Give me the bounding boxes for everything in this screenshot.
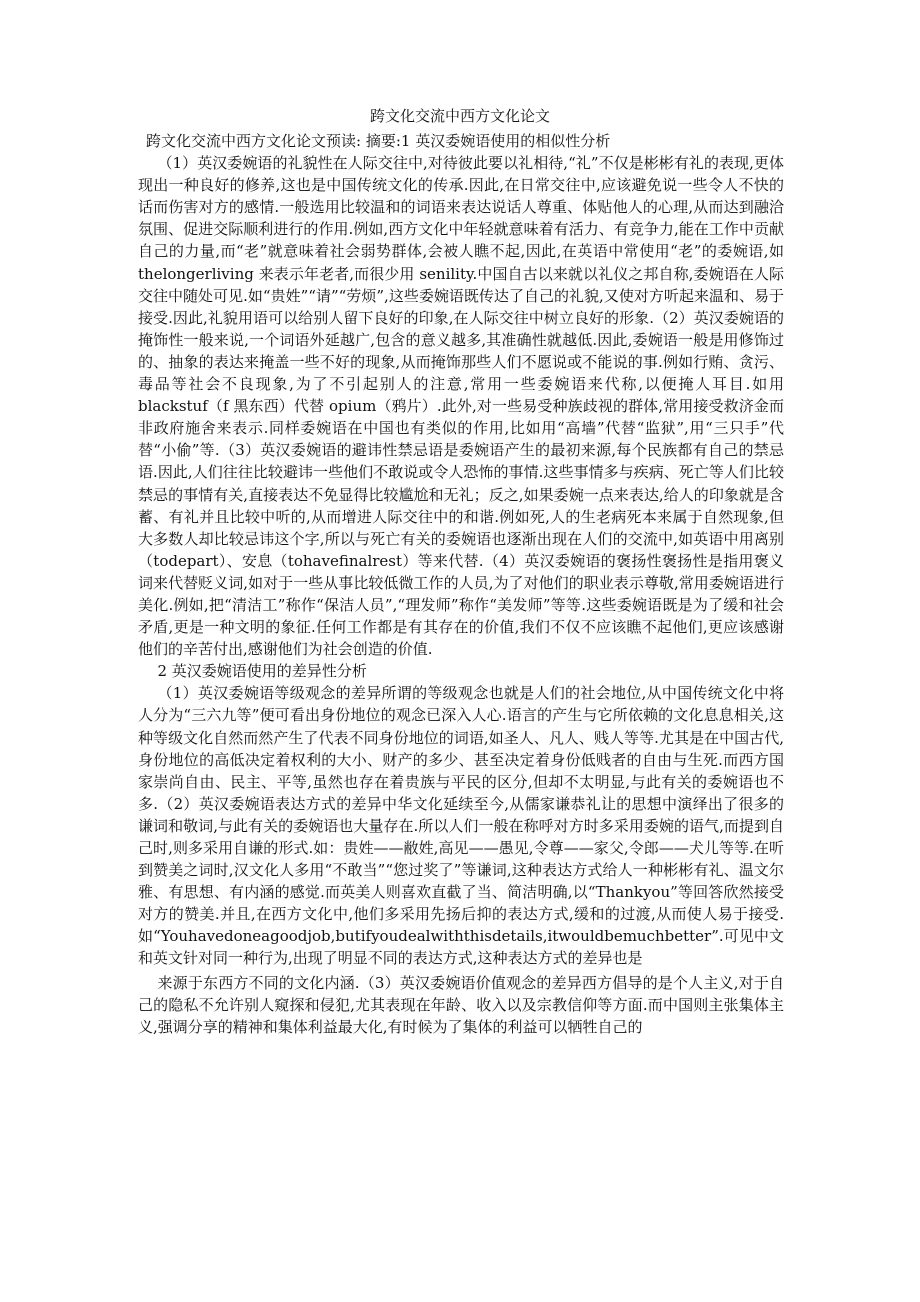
section2-heading: 2 英汉委婉语使用的差异性分析 [157,662,367,681]
lead-line: 跨文化交流中西方文化论文预读: 摘要:1 英汉委婉语使用的相似性分析 [146,132,611,150]
section2-paragraph: （1）英汉委婉语等级观念的差异所谓的等级观念也就是人们的社会地位,从中国传统文化中将人分为“三六九等”便可看出身份地位的观念已深入人心.语言的产生与它所依赖的文化息息相关,这种等级文化自然而然产生了代表不同身份地位的词语,如圣人、凡人、贱人等等.尤其是在中国古代,身份地位的高低决定着权利的大小、财产的多少、甚至决定着身份低贱者的自由与生死.而西方国家崇尚自由、民主、平等,虽然也存在着贵族与平民的区分,但却不太明显,与此有关的委婉语也不多.（2）英汉委婉语表达方式的差异中华文化延续至今,从儒家谦恭礼让的思想中演绎出了很多的谦词和敬词,与此有关的委婉语也大量存在.所以人们一般在称呼对方时多采用委婉的语气,而提到自己时,则多采用自谦的形式.如：贵姓——敝姓,高见——愚见,令尊——家父,令郎——犬儿等等.在听到赞美之词时,汉文化人多用“不敢当”“您过奖了”等谦词,这种表达方式给人一种彬彬有礼、温文尔雅、有思想、有内涵的感觉.而英美人则喜欢直截了当、简洁明确,以“Thankyou”等回答欣然接受对方的赞美.并且,在西方文化中,他们多采用先扬后抑的表达方式,缓和的过渡,从而使人易于接受.如“Youhavedoneagoodjob,butifyoudealwiththisdetails,itwouldbemuchbetter”.可见中文和英文针对同一种行为,出现了明显不同的表达方式,这种表达方式的差异也是 [138,684,784,968]
document-body [138,130,784,1038]
section1-paragraph: （1）英汉委婉语的礼貌性在人际交往中,对待彼此要以礼相待,“礼”不仅是彬彬有礼的表现,更体现出一种良好的修养,这也是中国传统文化的传承.因此,在日常交往中,应该避免说一些令人不快的话而伤害对方的感情.一般选用比较温和的词语来表达说话人尊重、体贴他人的心理,从而达到融洽氛围、促进交际顺利进行的作用.例如,西方文化中年轻就意味着有活力、有竞争力,能在工作中贡献自己的力量,而“老”就意味着社会弱势群体,会被人瞧不起,因此,在英语中常使用“老”的委婉语,如 thelongerliving 来表示年老者,而很少用 senility.中国自古以来就以礼仪之邦自称,委婉语在人际交往中随处可见.如“贵姓”“请”“劳烦”,这些委婉语既传达了自己的礼貌,又使对方听起来温和、易于接受.因此,礼貌用语可以给别人留下良好的印象,在人际交往中树立良好的形象.（2）英汉委婉语的掩饰性一般来说,一个词语外延越广,包含的意义越多,其准确性就越低.因此,委婉语一般是用修饰过的、抽象的表达来掩盖一些不好的现象,从而掩饰那些人们不愿说或不能说的事.例如行贿、贪污、毒品等社会不良现象,为了不引起别人的注意,常用一些委婉语来代称,以便掩人耳目.如用 blackstuf（f 黑东西）代替 opium（鸦片）.此外,对一些易受种族歧视的群体,常用接受救济金而非政府施舍来表示.同样委婉语在中国也有类似的作用,比如用“高墙”代替“监狱”,用“三只手”代替“小偷”等.（3）英汉委婉语的避讳性禁忌语是委婉语产生的最初来源,每个民族都有自己的禁忌语.因此,人们往往比较避讳一些他们不敢说或令人恐怖的事情.这些事情多与疾病、死亡等人们比较禁忌的事情有关,直接表达不免显得比较尴尬和无礼；反之,如果委婉一点来表达,给人的印象就是含蓄、有礼并且比较中听的,从而增进人际交往中的和谐.例如死,人的生老病死本来属于自然现象,但大多数人却比较忌讳这个字,所以与死亡有关的委婉语也逐渐出现在人们的交流中,如英语中用离别（todepart）、安息（tohavefinalrest）等来代替.（4）英汉委婉语的褒扬性褒扬性是指用褒义词来代替贬义词,如对于一些从事比较低微工作的人员,为了对他们的职业表示尊敬,常用委婉语进行美化.例如,把“清洁工”称作“保洁人员”,“理发师”称作“美发师”等等.这些委婉语既是为了缓和社会矛盾,更是一种文明的象征.任何工作都是有其存在的价值,我们不仅不应该瞧不起他们,更应该感谢他们的辛苦付出,感谢他们为社会创造的价值. [138,154,784,659]
document-title: 跨文化交流中西方文化论文 [369,107,550,125]
continuation-paragraph: 来源于东西方不同的文化内涵.（3）英汉委婉语价值观念的差异西方倡导的是个人主义,对于自己的隐私不允许别人窥探和侵犯,尤其表现在年龄、收入以及宗教信仰等方面.而中国则主张集体主义,强调分享的精神和集体利益最大化,有时候为了集体的利益可以牺牲自己的 [138,973,784,1036]
